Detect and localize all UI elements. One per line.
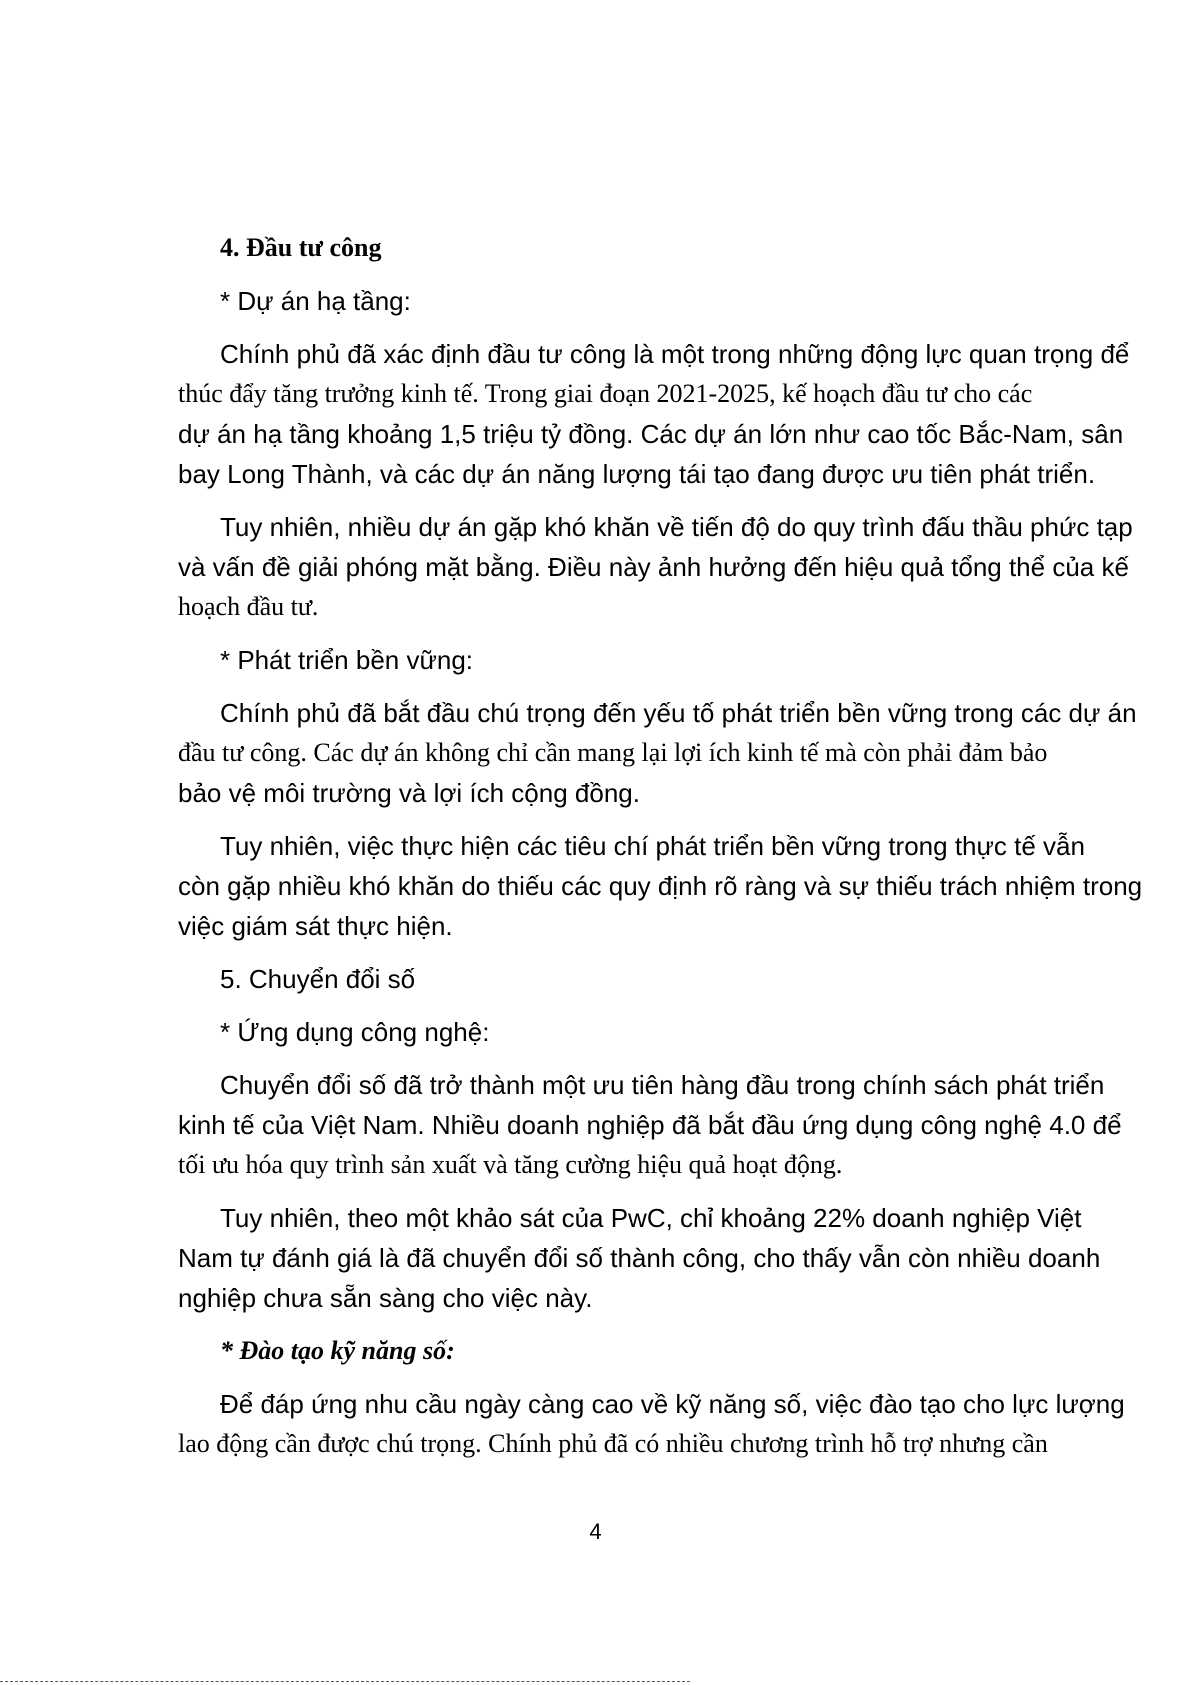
paragraph-line: Để đáp ứng nhu cầu ngày càng cao về kỹ năng số, việc đào tạo cho lực lượng	[220, 1389, 1125, 1419]
paragraph-line: Chính phủ đã bắt đầu chú trọng đến yếu tố phát triển bền vững trong các dự án	[220, 698, 1137, 728]
paragraph-line: Chính phủ đã xác định đầu tư công là một trong những động lực quan trọng để	[220, 339, 1130, 369]
page-bottom-divider	[0, 1681, 690, 1682]
paragraph-line: lao động cần được chú trọng. Chính phủ đã có nhiều chương trình hỗ trợ nhưng cần	[178, 1429, 1048, 1458]
paragraph-line: Tuy nhiên, việc thực hiện các tiêu chí phát triển bền vững trong thực tế vẫn	[220, 831, 1085, 861]
paragraph-line: thúc đẩy tăng trưởng kinh tế. Trong giai đoạn 2021-2025, kế hoạch đầu tư cho các	[178, 379, 1033, 408]
paragraph-line: tối ưu hóa quy trình sản xuất và tăng cường hiệu quả hoạt động.	[178, 1150, 843, 1179]
paragraph-line: Chuyển đổi số đã trở thành một ưu tiên hàng đầu trong chính sách phát triển	[220, 1070, 1105, 1100]
paragraph-line: hoạch đầu tư.	[178, 592, 319, 621]
paragraph-line: bay Long Thành, và các dự án năng lượng tái tạo đang được ưu tiên phát triển.	[178, 459, 1096, 489]
paragraph-line: bảo vệ môi trường và lợi ích cộng đồng.	[178, 778, 640, 808]
section-heading-public-investment: 4. Đầu tư công	[220, 233, 382, 262]
subheading-digital-skills-training: * Đào tạo kỹ năng số:	[220, 1336, 455, 1365]
paragraph-line: Tuy nhiên, nhiều dự án gặp khó khăn về tiến độ do quy trình đấu thầu phức tạp	[220, 512, 1133, 542]
paragraph-line: đầu tư công. Các dự án không chỉ cần mang lại lợi ích kinh tế mà còn phải đảm bảo	[178, 738, 1048, 767]
paragraph-line: việc giám sát thực hiện.	[178, 911, 453, 941]
paragraph-line: dự án hạ tầng khoảng 1,5 triệu tỷ đồng. Các dự án lớn như cao tốc Bắc-Nam, sân	[178, 419, 1124, 449]
subheading-sustainable-development: * Phát triển bền vững:	[220, 645, 474, 675]
paragraph-line: và vấn đề giải phóng mặt bằng. Điều này ảnh hưởng đến hiệu quả tổng thể của kế	[178, 552, 1129, 582]
paragraph-line: Nam tự đánh giá là đã chuyển đổi số thành công, cho thấy vẫn còn nhiều doanh	[178, 1243, 1101, 1273]
paragraph-line: nghiệp chưa sẵn sàng cho việc này.	[178, 1283, 593, 1313]
subheading-technology-application: * Ứng dụng công nghệ:	[220, 1017, 490, 1047]
subheading-infrastructure: * Dự án hạ tầng:	[220, 286, 411, 316]
section-heading-digital-transformation: 5. Chuyển đổi số	[220, 964, 416, 994]
page-number: 4	[589, 1519, 602, 1544]
paragraph-line: còn gặp nhiều khó khăn do thiếu các quy định rõ ràng và sự thiếu trách nhiệm trong	[178, 871, 1143, 901]
paragraph-line: kinh tế của Việt Nam. Nhiều doanh nghiệp đã bắt đầu ứng dụng công nghệ 4.0 để	[178, 1110, 1122, 1140]
paragraph-line: Tuy nhiên, theo một khảo sát của PwC, chỉ khoảng 22% doanh nghiệp Việt	[220, 1203, 1082, 1233]
